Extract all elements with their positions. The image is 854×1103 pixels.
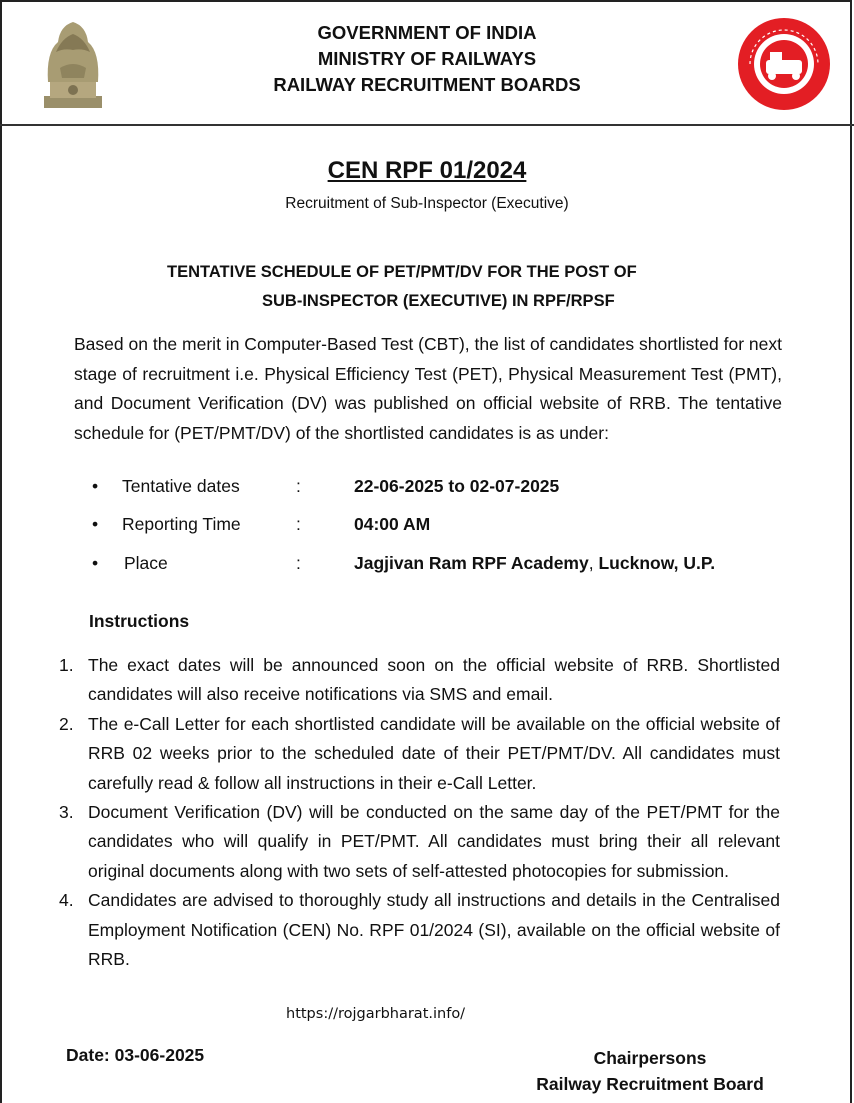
- signatory-organization: Railway Recruitment Board: [536, 1074, 764, 1094]
- bullet: •: [92, 514, 99, 534]
- instructions-heading: Instructions: [89, 611, 190, 631]
- instruction-number: 2.: [59, 713, 74, 734]
- letterhead: [0, 0, 854, 126]
- bullet: •: [92, 553, 99, 573]
- schedule-heading-line2: SUB-INSPECTOR (EXECUTIVE) IN RPF/RPSF: [262, 292, 615, 310]
- place-city: Lucknow, U.P.: [593, 553, 716, 573]
- place-value: [354, 553, 715, 574]
- issue-date: Date: 03-06-2025: [66, 1045, 205, 1065]
- dates-value: 22-06-2025 to 02-07-2025: [354, 476, 560, 496]
- schedule-heading: [120, 258, 740, 316]
- header-line-boards: RAILWAY RECRUITMENT BOARDS: [273, 74, 581, 95]
- header-line-government: GOVERNMENT OF INDIA: [317, 22, 537, 43]
- indian-railways-logo-icon: [736, 16, 832, 112]
- letterhead-title: [200, 20, 654, 98]
- colon: :: [296, 514, 301, 534]
- dates-label: Tentative dates: [122, 476, 240, 496]
- notice-number: CEN RPF 01/2024: [327, 157, 527, 184]
- instruction-number: 1.: [59, 655, 74, 675]
- national-emblem-icon: [38, 12, 108, 112]
- signatory-title: Chairpersons: [593, 1048, 707, 1068]
- time-label: Reporting Time: [122, 514, 241, 534]
- signature-block: [500, 1045, 800, 1097]
- instruction-text: The e-Call Letter for each shortlisted candidate will be available on the official website of RRB 02 weeks prior to the scheduled date of their PET/PMT/DV. All candidates must carefully read & follow all instructions in their e-Call Letter.: [88, 713, 780, 793]
- instruction-number: 4.: [59, 890, 74, 911]
- time-value: 04:00 AM: [354, 514, 431, 534]
- instructions-list: [52, 651, 780, 974]
- intro-paragraph: Based on the merit in Computer-Based Test (CBT), the list of candidates shortlisted for next stage of recruitment i.e. Physical Efficiency Test (PET), Physical Measurement Test (PMT), and Document Verification (DV) was published on official website of RRB. The tentative schedule for (PET/PMT/DV) of the shortlisted candidates is as under:: [74, 334, 782, 444]
- colon: :: [296, 476, 301, 496]
- watermark-url: https://rojgarbharat.info/: [286, 1006, 466, 1022]
- instruction-text: The exact dates will be announced soon on the official website of RRB. Shortlisted candidates will also receive notifications via SMS and email.: [88, 655, 780, 705]
- instruction-text: Document Verification (DV) will be conducted on the same day of the PET/PMT for the candidates who will qualify in PET/PMT. All candidates must bring their all relevant original documents along with two sets of self-attested photocopies for submission.: [88, 802, 780, 881]
- colon: :: [296, 553, 301, 573]
- instruction-item: [52, 710, 780, 798]
- instruction-item: [52, 886, 780, 974]
- schedule-heading-line1: TENTATIVE SCHEDULE OF PET/PMT/DV FOR THE POST OF: [167, 263, 637, 281]
- place-label: Place: [124, 553, 168, 573]
- instruction-text: Candidates are advised to thoroughly study all instructions and details in the Centralised Employment Notification (CEN) No. RPF 01/2024 (SI), available on the official website of RRB.: [88, 890, 780, 970]
- instruction-number: 3.: [59, 802, 74, 823]
- place-comma: ,: [588, 553, 594, 573]
- notice-subtitle: Recruitment of Sub-Inspector (Executive): [285, 195, 569, 212]
- instruction-item: [52, 651, 780, 710]
- place-academy: Jagjivan Ram RPF Academy: [354, 553, 589, 573]
- instruction-item: [52, 798, 780, 886]
- bullet: •: [92, 476, 99, 496]
- header-line-ministry: MINISTRY OF RAILWAYS: [317, 48, 537, 69]
